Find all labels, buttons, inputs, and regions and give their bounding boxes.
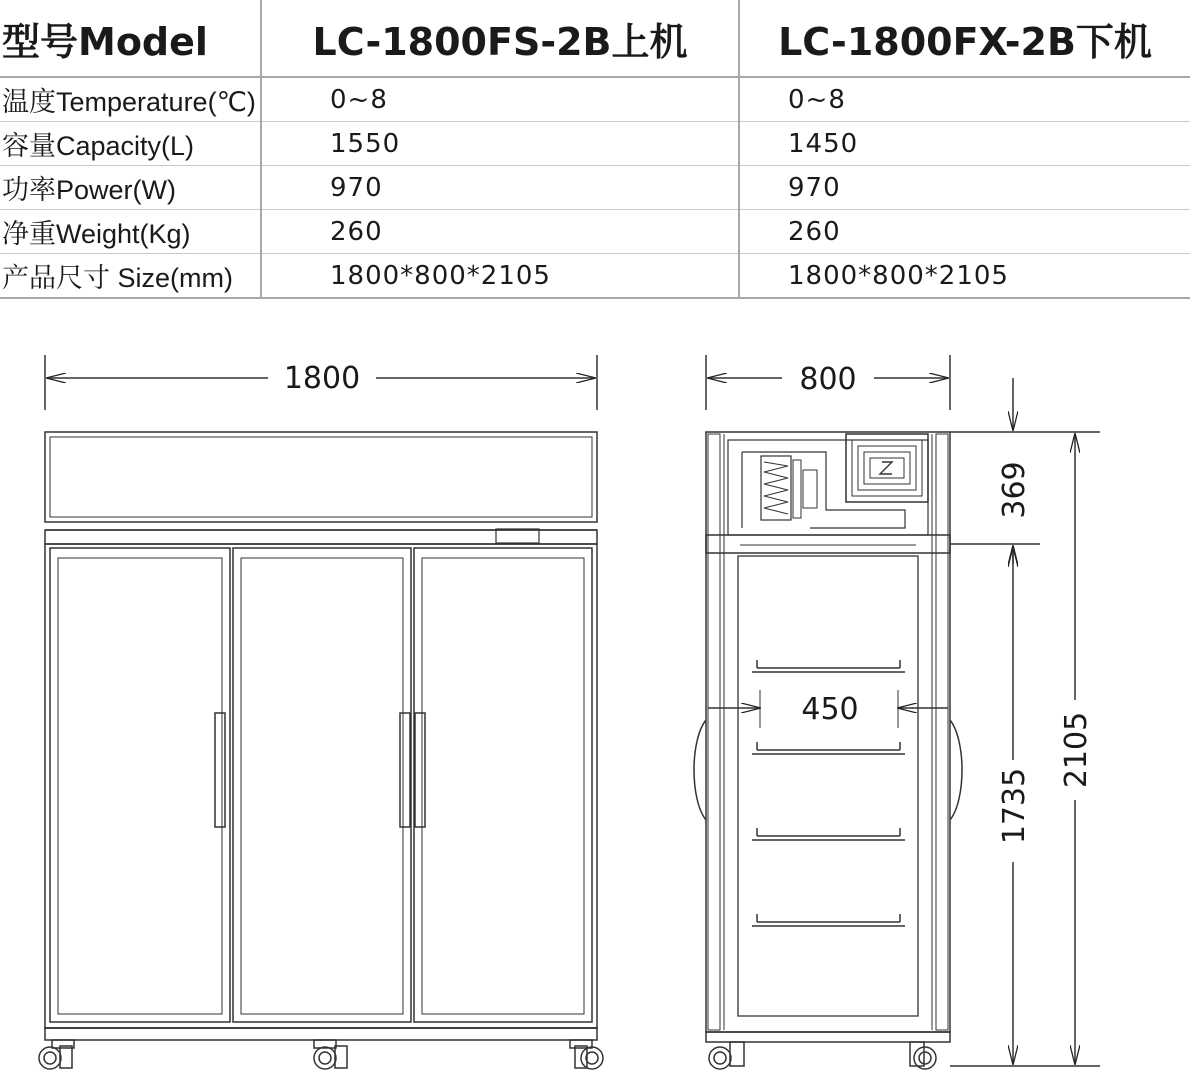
- model-upper-header: LC-1800FS-2B上机: [261, 0, 739, 77]
- side-depth-label: 800: [799, 362, 857, 397]
- front-view: [39, 355, 603, 1069]
- spec-row-capacity: [0, 122, 1190, 166]
- row-value-upper: 1800*800*2105: [261, 254, 739, 299]
- spec-header-row: [0, 0, 1190, 77]
- top-height-label: 369: [997, 461, 1032, 519]
- row-value-upper: 970: [261, 166, 739, 210]
- side-view: [694, 355, 1100, 1069]
- spec-row-temperature: [0, 77, 1190, 122]
- row-label: 净重Weight(Kg): [0, 210, 261, 254]
- row-value-upper: 260: [261, 210, 739, 254]
- caster-right: [570, 1040, 603, 1069]
- row-value-upper: 1550: [261, 122, 739, 166]
- caster-side-left: [709, 1042, 744, 1069]
- row-label: 容量Capacity(L): [0, 122, 261, 166]
- spec-row-weight: [0, 210, 1190, 254]
- spec-row-size: [0, 254, 1190, 299]
- inner-depth-label: 450: [801, 692, 859, 727]
- lower-height-label: 1735: [997, 767, 1032, 845]
- total-height-label: 2105: [1059, 711, 1094, 789]
- row-value-lower: 0~8: [739, 77, 1190, 122]
- row-value-upper: 0~8: [261, 77, 739, 122]
- caster-side-right: [910, 1042, 936, 1069]
- row-value-lower: 970: [739, 166, 1190, 210]
- spec-table: [0, 0, 1190, 299]
- fan-box: [846, 434, 928, 502]
- model-lower-header: LC-1800FX-2B下机: [739, 0, 1190, 77]
- model-header: 型号Model: [0, 0, 261, 77]
- technical-drawing: [0, 300, 1190, 1086]
- caster-left: [39, 1040, 74, 1069]
- row-label: 温度Temperature(℃): [0, 77, 261, 122]
- row-value-lower: 1450: [739, 122, 1190, 166]
- caster-middle: [314, 1040, 347, 1069]
- spec-row-power: [0, 166, 1190, 210]
- front-width-label: 1800: [283, 361, 361, 396]
- row-label: 功率Power(W): [0, 166, 261, 210]
- row-value-lower: 260: [739, 210, 1190, 254]
- row-value-lower: 1800*800*2105: [739, 254, 1190, 299]
- condenser-coil: [761, 456, 817, 520]
- row-label: 产品尺寸 Size(mm): [0, 254, 261, 299]
